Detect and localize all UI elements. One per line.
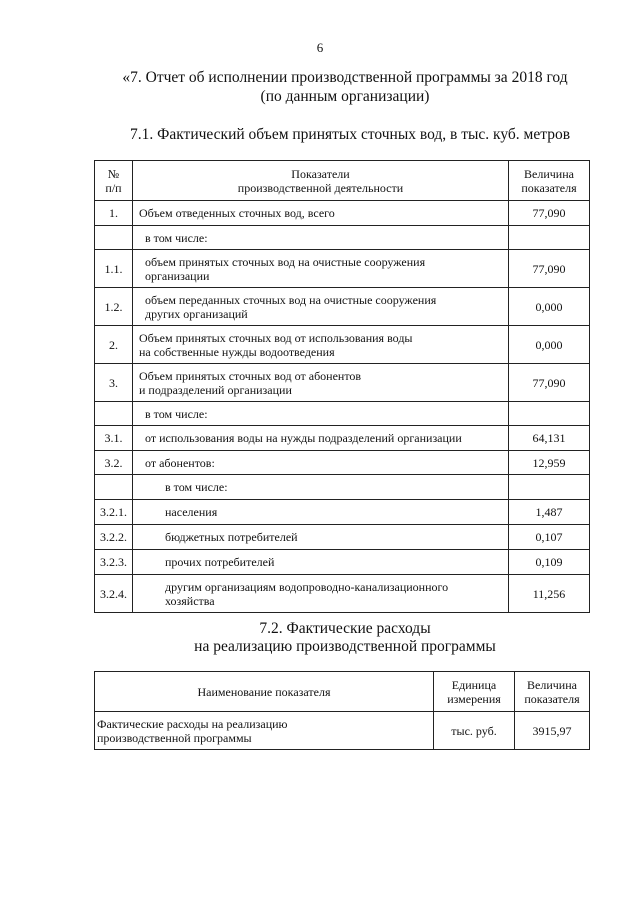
- header-value-cell: Величина показателя: [509, 161, 590, 201]
- report-title-line1: «7. Отчет об исполнении производственной программы за 2018 год: [122, 69, 568, 86]
- table-row: [95, 402, 590, 426]
- table-row: [95, 712, 590, 750]
- table-row: [95, 575, 590, 613]
- row-num: 2.: [95, 326, 133, 364]
- table-row: [95, 326, 590, 364]
- row-value: [509, 475, 590, 500]
- table-row: [95, 500, 590, 525]
- row-name: от использования воды на нужды подразделений организации: [133, 426, 509, 451]
- row-name: в том числе:: [133, 402, 509, 426]
- table-row: [95, 250, 590, 288]
- row-name: объем принятых сточных вод на очистные сооружения организации: [133, 250, 509, 288]
- table-row: [95, 226, 590, 250]
- row-value: [509, 226, 590, 250]
- table-row: [95, 201, 590, 226]
- row-num: 3.2.1.: [95, 500, 133, 525]
- row-num: [95, 475, 133, 500]
- row-num: 3.: [95, 364, 133, 402]
- header-name-cell: Показатели производственной деятельности: [133, 161, 509, 201]
- row-num: 3.2.4.: [95, 575, 133, 613]
- row-name: прочих потребителей: [133, 550, 509, 575]
- row-unit: тыс. руб.: [434, 712, 515, 750]
- table-row: [95, 451, 590, 475]
- row-value: 3915,97: [515, 712, 590, 750]
- row-value: 0,107: [509, 525, 590, 550]
- header-value-cell: Величина показателя: [515, 672, 590, 712]
- header-name-cell: Наименование показателя: [95, 672, 434, 712]
- row-num: 1.: [95, 201, 133, 226]
- section-7-1-heading: 7.1. Фактический объем принятых сточных вод, в тыс. куб. метров: [129, 126, 571, 143]
- row-num: 3.2.3.: [95, 550, 133, 575]
- row-value: 77,090: [509, 364, 590, 402]
- row-value: 77,090: [509, 250, 590, 288]
- row-name: населения: [133, 500, 509, 525]
- table-row: [95, 550, 590, 575]
- wastewater-volume-table: [94, 160, 590, 613]
- row-value: [509, 402, 590, 426]
- row-num: [95, 226, 133, 250]
- report-title: [90, 68, 600, 106]
- row-value: 77,090: [509, 201, 590, 226]
- row-num: 3.1.: [95, 426, 133, 451]
- table-row: [95, 288, 590, 326]
- row-name: бюджетных потребителей: [133, 525, 509, 550]
- row-value: 0,000: [509, 326, 590, 364]
- row-value: 12,959: [509, 451, 590, 475]
- row-num: 1.2.: [95, 288, 133, 326]
- row-name: объем переданных сточных вод на очистные сооружения других организаций: [133, 288, 509, 326]
- row-name: Объем принятых сточных вод от использования воды на собственные нужды водоотведения: [133, 326, 509, 364]
- table-row: [95, 475, 590, 500]
- page-number: 6: [316, 40, 324, 55]
- row-value: 64,131: [509, 426, 590, 451]
- row-name: Объем отведенных сточных вод, всего: [133, 201, 509, 226]
- row-name: в том числе:: [133, 226, 509, 250]
- table-row: [95, 525, 590, 550]
- header-num-cell: № п/п: [95, 161, 133, 201]
- table-header-row: [95, 161, 590, 201]
- row-value: 1,487: [509, 500, 590, 525]
- row-name: другим организациям водопроводно-канализационного хозяйства: [133, 575, 509, 613]
- table-header-row: [95, 672, 590, 712]
- table-row: [95, 426, 590, 451]
- header-unit-cell: Единица измерения: [434, 672, 515, 712]
- row-num: [95, 402, 133, 426]
- row-name: от абонентов:: [133, 451, 509, 475]
- row-num: 1.1.: [95, 250, 133, 288]
- row-num: 3.2.: [95, 451, 133, 475]
- table-row: [95, 364, 590, 402]
- report-title-line2: (по данным организации): [260, 88, 430, 105]
- row-num: 3.2.2.: [95, 525, 133, 550]
- row-name: Фактические расходы на реализацию производственной программы: [95, 712, 434, 750]
- row-name: в том числе:: [133, 475, 509, 500]
- row-value: 0,109: [509, 550, 590, 575]
- section-7-2-heading: 7.2. Фактические расходы на реализацию производственной программы: [194, 620, 496, 655]
- actual-expenses-table: [94, 671, 590, 750]
- row-value: 11,256: [509, 575, 590, 613]
- row-value: 0,000: [509, 288, 590, 326]
- row-name: Объем принятых сточных вод от абонентов и подразделений организации: [133, 364, 509, 402]
